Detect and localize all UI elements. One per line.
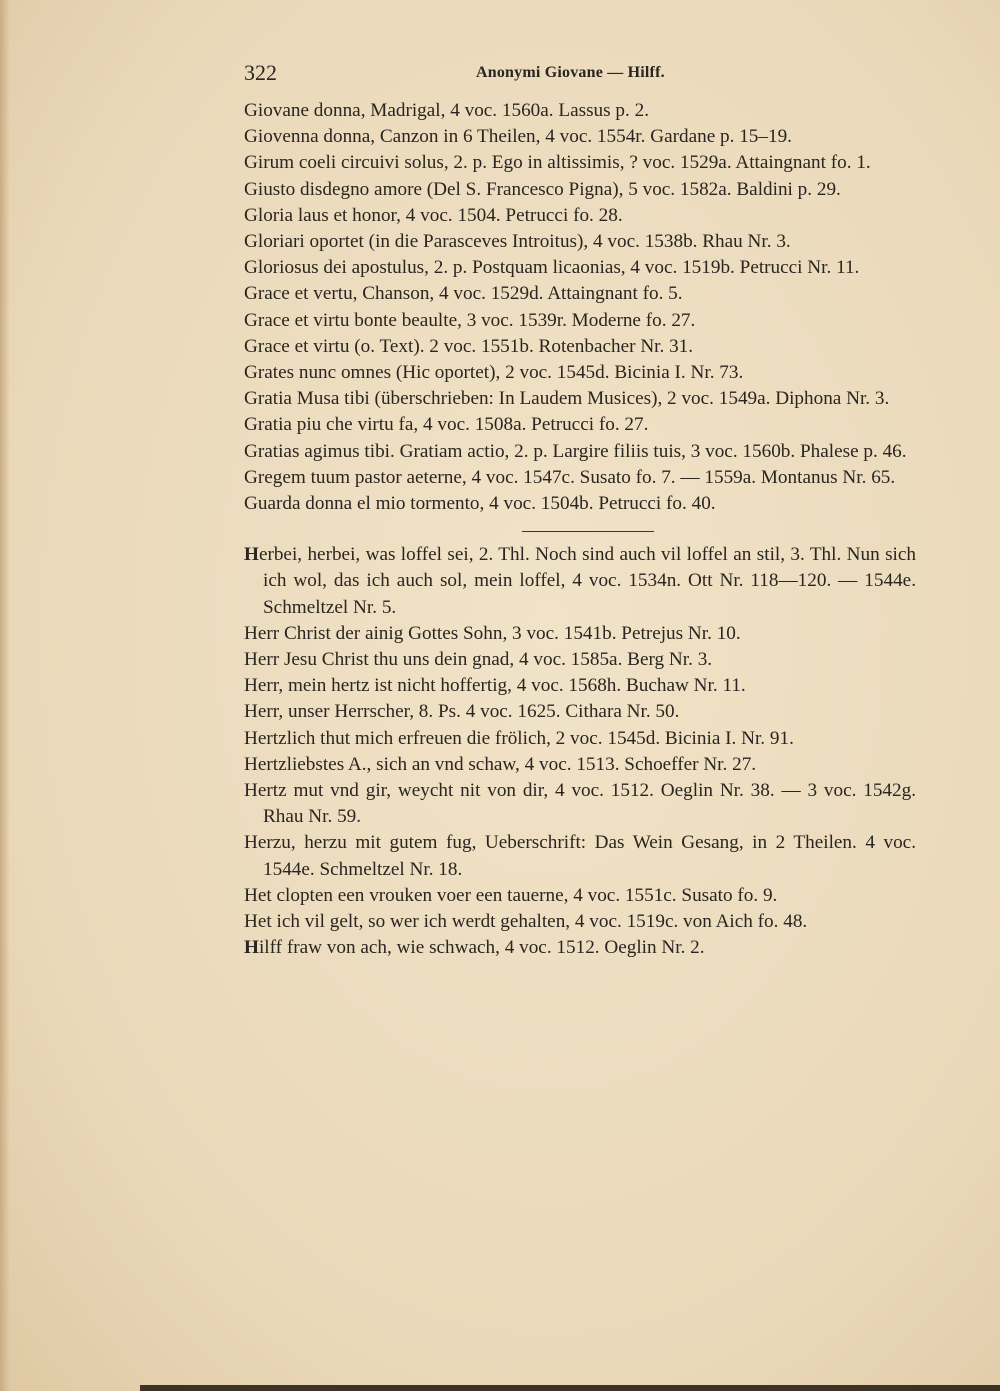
section-g <box>244 98 916 517</box>
running-head: Anonymi Giovane — Hilff. <box>476 64 665 81</box>
index-entry: Grace et virtu bonte beaulte, 3 voc. 1539r. Moderne fo. 27. <box>244 309 696 331</box>
index-entry: Grace et vertu, Chanson, 4 voc. 1529d. Attaingnant fo. 5. <box>244 283 683 305</box>
index-entry: Het ich vil gelt, so wer ich werdt gehalten, 4 voc. 1519c. von Aich fo. 48. <box>244 911 808 933</box>
index-entry: Grates nunc omnes (Hic oportet), 2 voc. 1545d. Bicinia I. Nr. 73. <box>244 362 744 384</box>
entry-text: erbei, herbei, was loffel sei, 2. Thl. Noch sind auch vil loffel an stil, 3. Thl. Nun sich ich wol, das ich auch sol, mein loffel, 4 voc. 1534n. Ott Nr. 118—120. — 1544e. Schmeltzel Nr. 5. <box>258 544 916 618</box>
entry-text: ilff fraw von ach, wie schwach, 4 voc. 1512. Oeglin Nr. 2. <box>258 937 705 959</box>
index-content <box>244 98 916 962</box>
index-entry: Gregem tuum pastor aeterne, 4 voc. 1547c. Susato fo. 7. — 1559a. Montanus Nr. 65. <box>244 466 896 488</box>
index-entry: Gratia piu che virtu fa, 4 voc. 1508a. Petrucci fo. 27. <box>244 414 649 436</box>
index-entry: Gloria laus et honor, 4 voc. 1504. Petrucci fo. 28. <box>244 204 623 226</box>
index-entry: Girum coeli circuivi solus, 2. p. Ego in altissimis, ? voc. 1529a. Attaingnant fo. 1. <box>244 152 871 174</box>
index-entry: Giovenna donna, Canzon in 6 Theilen, 4 voc. 1554r. Gardane p. 15–19. <box>244 126 792 148</box>
index-entry: Giovane donna, Madrigal, 4 voc. 1560a. Lassus p. 2. <box>244 100 649 121</box>
section-divider <box>522 531 654 532</box>
index-entry: Herr, unser Herrscher, 8. Ps. 4 voc. 1625. Cithara Nr. 50. <box>244 701 680 723</box>
section-h <box>244 542 916 961</box>
index-entry <box>244 542 916 621</box>
section-initial: H <box>244 544 259 566</box>
entry-initial: H <box>244 937 259 959</box>
index-entry: Herr Jesu Christ thu uns dein gnad, 4 voc. 1585a. Berg Nr. 3. <box>244 649 713 671</box>
index-entry: Herzu, herzu mit gutem fug, Ueberschrift: Das Wein Gesang, in 2 Theilen. 4 voc. 1544e. Schmeltzel Nr. 18. <box>244 832 916 880</box>
page-bottom-edge <box>140 1385 1000 1391</box>
index-entry: Gloriari oportet (in die Parasceves Introitus), 4 voc. 1538b. Rhau Nr. 3. <box>244 231 791 253</box>
index-entry <box>244 935 916 961</box>
page-header <box>244 60 904 90</box>
page-number: 322 <box>244 60 277 85</box>
page-left-edge-shadow <box>0 0 10 1391</box>
index-entry: Giusto disdegno amore (Del S. Francesco Pigna), 5 voc. 1582a. Baldini p. 29. <box>244 178 841 200</box>
index-entry: Gratia Musa tibi (überschrieben: In Laudem Musices), 2 voc. 1549a. Diphona Nr. 3. <box>244 388 890 410</box>
index-entry: Gratias agimus tibi. Gratiam actio, 2. p. Largire filiis tuis, 3 voc. 1560b. Phalese p. 46. <box>244 440 907 462</box>
index-entry: Hertz mut vnd gir, weycht nit von dir, 4 voc. 1512. Oeglin Nr. 38. — 3 voc. 1542g. Rhau Nr. 59. <box>244 780 916 828</box>
index-entry: Gloriosus dei apostulus, 2. p. Postquam licaonias, 4 voc. 1519b. Petrucci Nr. 11. <box>244 257 860 279</box>
index-entry: Herr, mein hertz ist nicht hoffertig, 4 voc. 1568h. Buchaw Nr. 11. <box>244 675 746 697</box>
index-entry: Grace et virtu (o. Text). 2 voc. 1551b. Rotenbacher Nr. 31. <box>244 335 694 357</box>
index-entry: Hertzliebstes A., sich an vnd schaw, 4 voc. 1513. Schoeffer Nr. 27. <box>244 753 757 775</box>
index-entry: Guarda donna el mio tormento, 4 voc. 1504b. Petrucci fo. 40. <box>244 493 716 515</box>
index-entry: Hertzlich thut mich erfreuen die frölich, 2 voc. 1545d. Bicinia I. Nr. 91. <box>244 727 794 749</box>
index-entry: Herr Christ der ainig Gottes Sohn, 3 voc. 1541b. Petrejus Nr. 10. <box>244 622 741 644</box>
index-entry: Het clopten een vrouken voer een tauerne, 4 voc. 1551c. Susato fo. 9. <box>244 884 778 906</box>
